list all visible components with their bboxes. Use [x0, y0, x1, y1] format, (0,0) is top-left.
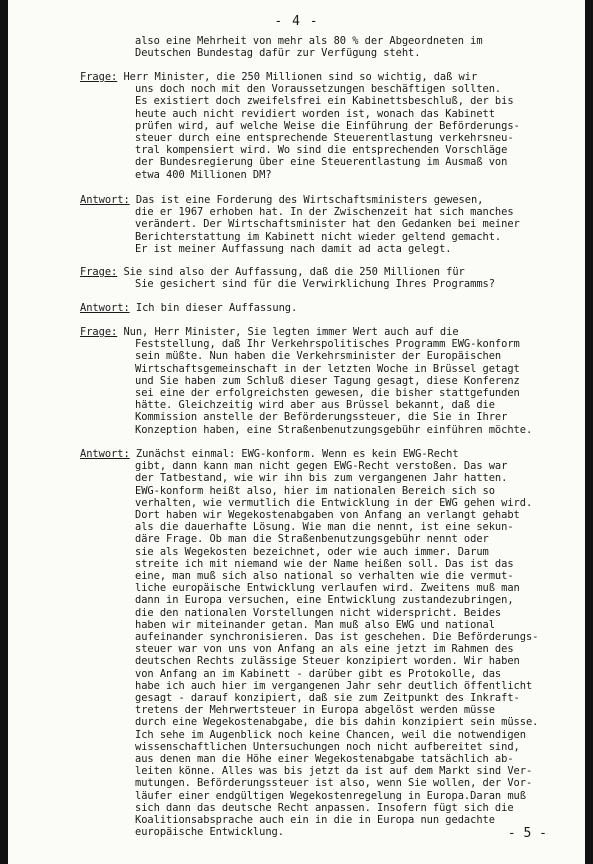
speaker-label: Frage:: [80, 266, 118, 278]
text-line: steuer war von uns von Anfang an als eine jetzt im Rahmen des: [135, 643, 514, 656]
speaker-label: Antwort:: [80, 302, 130, 314]
text-line: also eine Mehrheit von mehr als 80 % der Abgeordneten im: [135, 35, 483, 47]
text-line: dann in Europa versuchen, eine Entwicklung zustandezubringen,: [135, 594, 514, 607]
text-line: Konzeption haben, eine Straßenbenutzungsgebühr einführen möchte.: [135, 423, 533, 436]
text-line: tral kompensiert wird. Wo sind die entsprechenden Vorschläge: [135, 144, 508, 157]
text-line: habe ich auch hier im vergangenen Jahr sehr deutlich öffentlicht: [135, 679, 533, 692]
text-line: Dort haben wir Wegekostenabgaben von Anfang an verlangt gehabt: [135, 509, 520, 521]
text-line: als die dauerhafte Lösung. Wie man die nennt, ist eine sekun-: [135, 521, 514, 534]
speaker-label: Frage:: [80, 326, 118, 338]
text-line: etwa 400 Millionen DM?: [135, 168, 272, 181]
text-line: verändert. Der Wirtschaftsminister hat den Gedanken bei meiner: [135, 218, 520, 231]
text-line: europäische Entwicklung.: [135, 826, 284, 839]
text-line: verhalten, wie vermutlich die Entwicklung in der EWG gehen wird.: [135, 496, 533, 509]
text-line: läufer einer endgültigen Wegekostenregelung in Europa.Daran muß: [135, 789, 526, 802]
text-line: Deutschen Bundestag dafür zur Verfügung steht.: [135, 47, 421, 60]
text-line: aus denen man die Höhe einer Wegekostenabgabe tatsächlich ab-: [135, 753, 514, 765]
text-line: sein müßte. Nun haben die Verkehrsminister der Europäischen: [135, 350, 502, 363]
text-line: Feststellung, daß Ihr Verkehrspolitisches Programm EWG-konform: [135, 338, 520, 351]
text-line: gibt, dann kann man nicht gegen EWG-Recht verstoßen. Das war: [135, 460, 508, 473]
text-line: aufeinander synchronisieren. Das ist geschehen. Die Beförderungs-: [135, 631, 539, 643]
text-line: tretens der Mehrwertsteuer in Europa abgelöst werden müsse: [135, 704, 495, 717]
text-line: eine, man muß sich also national so verhalten wie die vermut-: [135, 570, 514, 582]
text-line: von Anfang an im Kabinett - darüber gibt es Protokolle, das: [135, 667, 502, 680]
text-line: Er ist meiner Auffassung nach damit ad acta gelegt.: [135, 242, 452, 255]
text-line: EWG-konform heißt also, hier im nationalen Bereich sich so: [135, 484, 495, 497]
text-line: wissenschaftlichen Untersuchungen noch nicht aufbereitet sind,: [135, 740, 520, 753]
document-page: [8, 0, 585, 864]
text-line: Frage: Sie sind also der Auffassung, daß die 250 Millionen für: [80, 266, 465, 278]
text-line: uns doch noch mit den Voraussetzungen beschäftigen sollten.: [135, 83, 502, 96]
text-line: Antwort: Ich bin dieser Auffassung.: [80, 302, 298, 314]
text-line: der Bundesregierung über eine Steuerentlastung im Ausmaß von: [135, 156, 508, 169]
text-line: Wirtschaftsgemeinschaft in der letzten Woche in Brüssel getagt: [135, 362, 520, 375]
text-line: und Sie haben zum Schluß dieser Tagung gesagt, diese Konferenz: [135, 374, 520, 387]
speaker-label: Antwort:: [80, 448, 130, 460]
text-line: Berichterstattung im Kabinett nicht wieder geltend gemacht.: [135, 230, 502, 243]
text-line: däre Frage. Ob man die Straßenbenutzungsgebühr nennt oder: [135, 533, 489, 546]
next-page-marker: - 5 -: [507, 826, 547, 841]
text-line: steuer durch eine entsprechende Steuerentlastung verkehrsneu-: [135, 132, 514, 144]
page-number: - 4 -: [274, 14, 319, 29]
text-line: leiten könne. Alles was bis jetzt da ist auf dem Markt sind Ver-: [135, 765, 533, 778]
text-line: Kommission anstelle der Beförderungssteuer, die Sie in Ihrer: [135, 411, 508, 424]
text-line: Antwort: Das ist eine Forderung des Wirtschaftsministers gewesen,: [80, 194, 484, 206]
text-line: haben wir miteinander getan. Man muß also EWG und national: [135, 618, 495, 631]
text-line: prüfen wird, auf welche Weise die Einführung der Beförderungs-: [135, 119, 520, 132]
text-line: gesagt - darauf konzipiert, daß sie zum Zeitpunkt des Inkraft-: [135, 692, 520, 704]
text-line: Frage: Herr Minister, die 250 Millionen sind so wichtig, daß wir: [80, 71, 478, 83]
text-line: Sie gesichert sind für die Verwirklichung Ihres Programms?: [135, 278, 495, 291]
text-line: deutschen Rechts zulässige Steuer konzipiert worden. Wir haben: [135, 655, 520, 668]
text-line: heute auch nicht revidiert worden ist, wonach das Kabinett: [135, 107, 495, 120]
text-line: Koalitionsabsprache auch ein in die in Europa nun gedachte: [135, 814, 495, 826]
text-line: liche europäische Entwicklung verlaufen wird. Zweitens muß man: [135, 582, 520, 595]
speaker-label: Antwort:: [80, 194, 130, 206]
text-line: sich dann das deutsche Recht anpassen. Insofern fügt sich die: [135, 801, 514, 814]
text-line: Frage: Nun, Herr Minister, Sie legten immer Wert auch auf die: [80, 326, 459, 338]
speaker-label: Frage:: [80, 71, 118, 83]
text-line: mutungen. Beförderungssteuer ist also, wenn Sie wollen, der Vor-: [135, 777, 533, 790]
text-line: die den nationalen Vorstellungen nicht widerspricht. Beides: [135, 606, 502, 619]
text-line: die er 1967 erhoben hat. In der Zwischenzeit hat sich manches: [135, 206, 514, 219]
text-line: hätte. Gleichzeitig wird aber aus Brüssel bekannt, daß die: [135, 399, 495, 412]
text-line: streite ich mit niemand wie der Name heißen soll. Das ist das: [135, 557, 514, 570]
text-line: sie als Wegekosten bezeichnet, oder wie auch immer. Darum: [135, 545, 489, 558]
text-line: sei eine der erfolgreichsten gewesen, die bisher stattgefunden: [135, 387, 520, 399]
text-line: Es existiert doch zweifelsfrei ein Kabinettsbeschluß, der bis: [135, 95, 514, 108]
text-line: Ich sehe im Augenblick noch keine Chancen, weil die notwendigen: [135, 728, 526, 741]
text-line: der Tatbestand, wie wir ihn bis zum vergangenen Jahr hatten.: [135, 472, 508, 485]
text-line: Antwort: Zunächst einmal: EWG-konform. Wenn es kein EWG-Recht: [80, 448, 459, 460]
text-line: durch eine Wegekostenabgabe, die bis dahin konzipiert sein müsse.: [135, 716, 539, 729]
